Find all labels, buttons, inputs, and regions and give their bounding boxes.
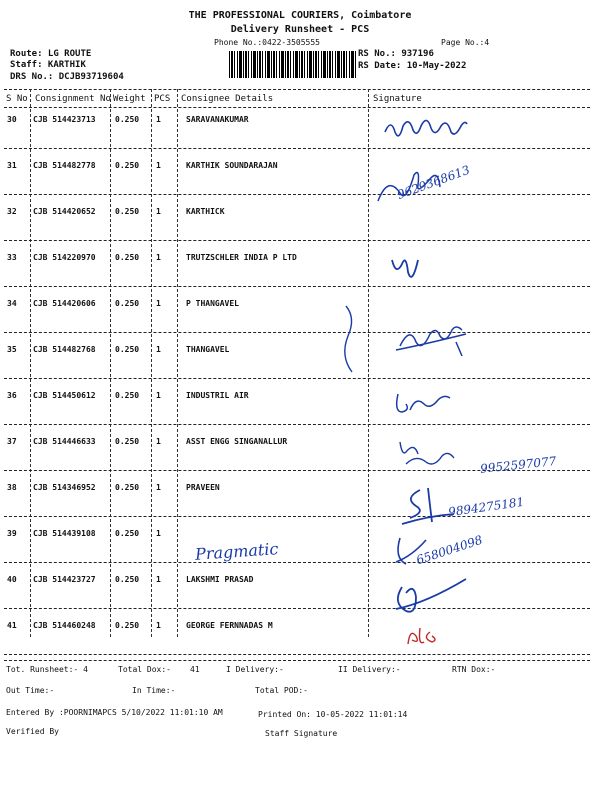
row-consignee: SARAVANAKUMAR [186, 115, 249, 124]
drs-number: DRS No.: DCJB93719604 [10, 72, 124, 82]
row-separator [4, 608, 590, 609]
row-sno: 39 [7, 529, 17, 538]
table-row [0, 524, 600, 570]
staff-signature: Staff Signature [265, 729, 338, 738]
row-sno: 32 [7, 207, 17, 216]
row-consignee: THANGAVEL [186, 345, 230, 354]
handwritten-phone-37: 9952597077 [479, 454, 557, 476]
row-consignee: TRUTZSCHLER INDIA P LTD [186, 253, 297, 262]
verified-by: Verified By [6, 727, 59, 736]
entered-by: Entered By :POORNIMAPCS 5/10/2022 11:01:10 AM [6, 708, 223, 717]
row-consignment-no: CJB 514346952 [33, 483, 96, 492]
table-row [0, 248, 600, 294]
i-delivery: I Delivery:- [226, 665, 284, 674]
table-row [0, 202, 600, 248]
row-weight: 0.250 [115, 483, 140, 492]
col-signature: Signature [373, 94, 422, 104]
row-weight: 0.250 [115, 345, 140, 354]
signature-row-34 [340, 300, 480, 375]
total-pod: Total POD:- [255, 686, 308, 695]
row-separator [4, 562, 590, 563]
row-sno: 33 [7, 253, 17, 262]
row-consignee: ASST ENGG SINGANALLUR [186, 437, 288, 446]
in-time: In Time:- [132, 686, 176, 695]
row-consignee: KARTHIK SOUNDARAJAN [186, 161, 278, 170]
col-consignment: Consignment No [35, 94, 111, 104]
row-weight: 0.250 [115, 253, 140, 262]
row-pcs: 1 [156, 299, 161, 308]
row-pcs: 1 [156, 437, 161, 446]
row-weight: 0.250 [115, 391, 140, 400]
rtn-dox: RTN Dox:- [452, 665, 496, 674]
handwritten-phone-31: 9629368613 [395, 162, 472, 202]
row-consignment-no: CJB 514420606 [33, 299, 96, 308]
phone-number: Phone No.:0422-3505555 [214, 38, 320, 47]
row-consignment-no: CJB 514423713 [33, 115, 96, 124]
row-separator [4, 194, 590, 195]
row-consignee: GEORGE FERNNADAS M [186, 621, 273, 630]
row-pcs: 1 [156, 529, 161, 538]
row-sno: 36 [7, 391, 17, 400]
table-row [0, 156, 600, 202]
barcode-image [229, 51, 356, 78]
row-consignee: P THANGAVEL [186, 299, 239, 308]
row-consignment-no: CJB 514420652 [33, 207, 96, 216]
row-consignment-no: CJB 514482778 [33, 161, 96, 170]
row-consignee: LAKSHMI PRASAD [186, 575, 254, 584]
row-consignment-no: CJB 514446633 [33, 437, 96, 446]
table-row [0, 340, 600, 386]
row-consignment-no: CJB 514450612 [33, 391, 96, 400]
signature-row-36 [392, 388, 472, 418]
table-row [0, 294, 600, 340]
handwritten-phone-38: 9894275181 [447, 494, 525, 520]
row-sno: 31 [7, 161, 17, 170]
col-consignee: Consignee Details [181, 94, 274, 104]
row-consignment-no: CJB 514482768 [33, 345, 96, 354]
row-sno: 30 [7, 115, 17, 124]
signature-row-30 [380, 112, 500, 148]
row-consignee: INDUSTRIL AIR [186, 391, 249, 400]
footer-rule [4, 660, 590, 661]
handwritten-consignee-39: Pragmatic [194, 539, 279, 564]
row-pcs: 1 [156, 575, 161, 584]
row-consignee: PRAVEEN [186, 483, 220, 492]
row-separator [4, 378, 590, 379]
rs-number: RS No.: 937196 [358, 49, 434, 59]
signature-row-41 [404, 624, 444, 650]
row-pcs: 1 [156, 207, 161, 216]
signature-row-40 [392, 575, 472, 620]
row-consignment-no: CJB 514423727 [33, 575, 96, 584]
row-sno: 37 [7, 437, 17, 446]
row-separator [4, 516, 590, 517]
staff-label: Staff: KARTHIK [10, 60, 86, 70]
row-sno: 35 [7, 345, 17, 354]
row-sno: 41 [7, 621, 17, 630]
rs-date: RS Date: 10-May-2022 [358, 61, 467, 71]
col-pcs: PCS [154, 94, 171, 104]
row-pcs: 1 [156, 621, 161, 630]
row-weight: 0.250 [115, 299, 140, 308]
row-separator [4, 148, 590, 149]
tot-runsheet: Tot. Runsheet:- 4 [6, 665, 88, 674]
row-weight: 0.250 [115, 161, 140, 170]
row-sno: 34 [7, 299, 17, 308]
table-row [0, 616, 600, 662]
header-bottom-rule [4, 107, 590, 108]
row-weight: 0.250 [115, 621, 140, 630]
total-dox-label: Total Dox:- [118, 665, 171, 674]
printed-on: Printed On: 10-05-2022 11:01:14 [258, 710, 408, 719]
row-pcs: 1 [156, 391, 161, 400]
col-sno: S No [6, 94, 28, 104]
row-separator [4, 332, 590, 333]
row-weight: 0.250 [115, 115, 140, 124]
row-pcs: 1 [156, 483, 161, 492]
row-consignment-no: CJB 514460248 [33, 621, 96, 630]
row-consignment-no: CJB 514439108 [33, 529, 96, 538]
total-dox-value: 41 [190, 665, 200, 674]
col-weight: Weight [113, 94, 146, 104]
signature-row-37 [394, 434, 484, 474]
row-weight: 0.250 [115, 437, 140, 446]
row-pcs: 1 [156, 345, 161, 354]
row-sno: 40 [7, 575, 17, 584]
page-number: Page No.:4 [441, 38, 490, 47]
row-separator [4, 424, 590, 425]
ii-delivery: II Delivery:- [338, 665, 401, 674]
row-separator [4, 240, 590, 241]
signature-row-33 [388, 252, 428, 282]
row-consignment-no: CJB 514220970 [33, 253, 96, 262]
route-label: Route: LG ROUTE [10, 49, 92, 59]
row-pcs: 1 [156, 161, 161, 170]
row-consignee: KARTHICK [186, 207, 225, 216]
row-sno: 38 [7, 483, 17, 492]
row-weight: 0.250 [115, 529, 140, 538]
row-weight: 0.250 [115, 207, 140, 216]
row-separator [4, 286, 590, 287]
row-pcs: 1 [156, 253, 161, 262]
header-top-rule [4, 89, 590, 90]
table-row [0, 110, 600, 156]
document-title: Delivery Runsheet - PCS [230, 24, 370, 35]
row-separator [4, 654, 590, 655]
table-row [0, 570, 600, 616]
handwritten-phone-39: 658004098 [414, 532, 485, 568]
out-time: Out Time:- [6, 686, 55, 695]
company-name: THE PROFESSIONAL COURIERS, Coimbatore [188, 10, 412, 21]
row-pcs: 1 [156, 115, 161, 124]
row-weight: 0.250 [115, 575, 140, 584]
table-row [0, 386, 600, 432]
